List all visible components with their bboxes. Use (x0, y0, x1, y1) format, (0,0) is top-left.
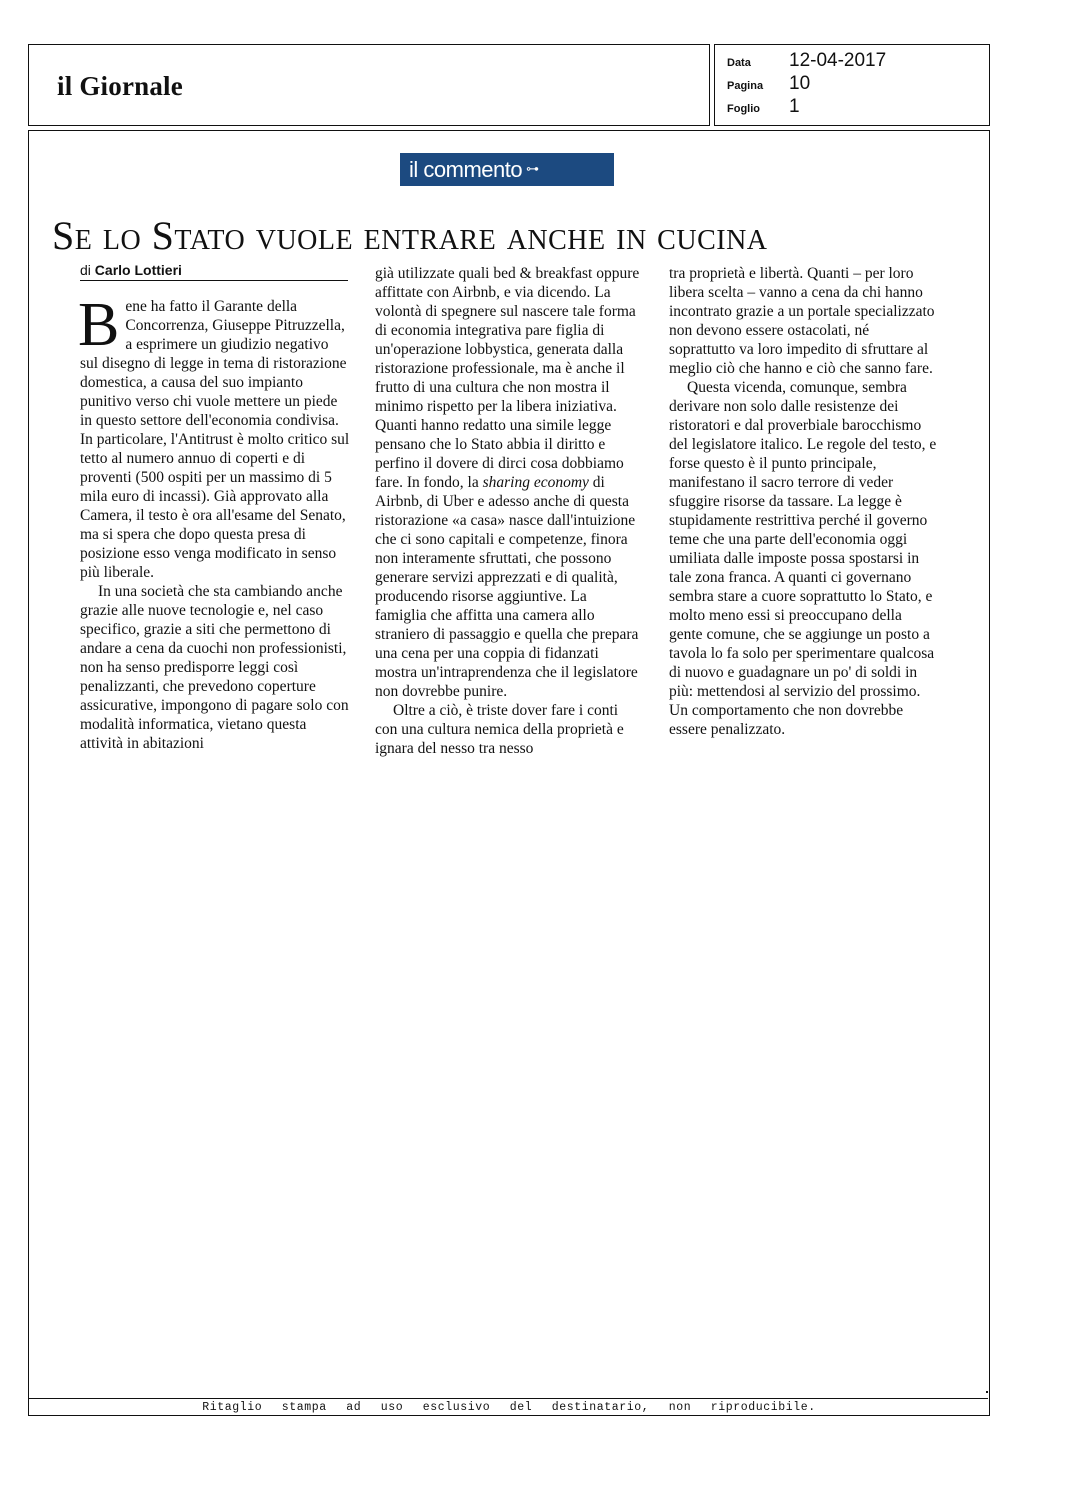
footer-divider (28, 1398, 988, 1399)
paragraph: Oltre a ciò, è triste dover fare i conti con una cultura nemica della proprietà e ignara del nesso tra nesso (375, 702, 624, 757)
article-column-1 (78, 291, 350, 753)
byline (80, 262, 348, 281)
meta-page-value: 10 (789, 73, 811, 94)
paragraph (375, 264, 640, 701)
paragraph-text: già utilizzate quali bed & breakfast oppure affittate con Airbnb, e via dicendo. La volontà di spegnere sul nascere tale forma di economia integrativa pare figlia di un'operazione lobbystica, generata dalla ristorazione professionale, ma è anche il frutto di una cultura che non mostra il minimo rispetto per la libera iniziativa. Quanti hanno redatto una simile legge pensano che lo Stato abbia il diritto e perfino il dovere di dirci cosa dobbiamo fare. In fondo, la (375, 265, 640, 491)
meta-sheet-label: Foglio (727, 103, 760, 115)
meta-page-label: Pagina (727, 80, 764, 92)
paragraph-text: ene ha fatto il Garante della Concorrenza, Giuseppe Pitruzzella, a esprimere un giudizio negativo sul disegno di legge in tema di ristorazione domestica, a causa del suo impianto punitivo verso chi vuole mettere un piede in questo settore dell'economia condivisa. In particolare, l'Antitrust è molto critico sul tetto al numero annuo di coperti e di proventi (500 ospiti per un massimo di 5 mila euro di incassi). Già approvato alla Camera, il testo è ora all'esame del Senato, ma si spera che dopo questa presa di posizione esso venga modificato in senso più liberale. (80, 298, 350, 581)
article-title: Se lo Stato vuole entrare anche in cucina (52, 213, 768, 258)
drop-cap: B (78, 291, 120, 359)
paragraph: tra proprietà e libertà. Quanti – per loro libera scelta – vanno a cena da chi hanno incontrato grazie a un portale specializzato non devono essere ostacolati, né soprattutto va loro impedito di sfruttare al meglio ciò che hanno e ciò che sanno fare. (669, 265, 935, 377)
footer-notice: Ritaglio stampa ad uso esclusivo del destinatario, non riproducibile. (202, 1401, 816, 1414)
meta-page-row (727, 73, 810, 95)
rubric-label: il commento (409, 156, 523, 182)
masthead-title: il Giornale (57, 71, 183, 101)
meta-sheet-value: 1 (789, 96, 800, 117)
meta-box (714, 44, 990, 126)
masthead-box (28, 44, 710, 126)
meta-sheet-row (727, 96, 800, 118)
paragraph: In una società che sta cambiando anche grazie alle nuove tecnologie e, nel caso specifico, grazie a siti che permettono di andare a cena da cuochi non professionisti, non ha senso predisporre leggi così penalizzanti, che prevedono coperture assicurative, impongono di pagare solo con modalità informatica, vietano questa attività in abitazioni (80, 583, 349, 752)
scan-mark (986, 1391, 988, 1393)
byline-author: Carlo Lottieri (94, 262, 182, 278)
meta-date-row (727, 50, 886, 72)
emphasis-text: sharing economy (482, 474, 589, 491)
paragraph: Questa vicenda, comunque, sembra derivare non solo dalle resistenze dei ristoratori e dal proverbiale barocchismo del legislatore italico. Le regole del testo, e forse questo è il punto principale, manifestano il sacro terrore di veder sfuggire risorse da tassare. La legge è stupidamente restrittiva perché il governo teme che una parte dell'economia oggi umiliata dalle imposte possa spostarsi in tale zona franca. A quanti ci governano sembra stare a cuore soprattutto lo Stato, e molto meno essi si preoccupano della gente comune, che se aggiunge un posto a tavola lo fa solo per sperimentare qualcosa di nuovo e guadagnare un po' di soldi in più: mettendosi al servizio del prossimo. Un comportamento che non dovrebbe essere penalizzato. (669, 379, 937, 738)
paragraph (78, 291, 350, 582)
article-column-3 (669, 264, 939, 739)
article-column-2 (375, 264, 640, 758)
byline-prefix: di (80, 262, 91, 278)
meta-date-value: 12-04-2017 (789, 50, 887, 71)
arrow-icon: ⊶ (526, 162, 540, 177)
meta-date-label: Data (727, 57, 751, 69)
rubric-banner (400, 153, 614, 186)
paragraph-text: di Airbnb, di Uber e adesso anche di questa ristorazione «a casa» nasce dall'intuizione che ci sono capitali e competenze, finora non interamente sfruttati, che possono generare servizi apprezzati e di qualità, producendo risorse aggiuntive. La famiglia che affitta una camera allo straniero di passaggio e quella che prepara una cena per una coppia di fidanzati mostra un'intraprendenza che il legislatore non dovrebbe punire. (375, 474, 639, 700)
